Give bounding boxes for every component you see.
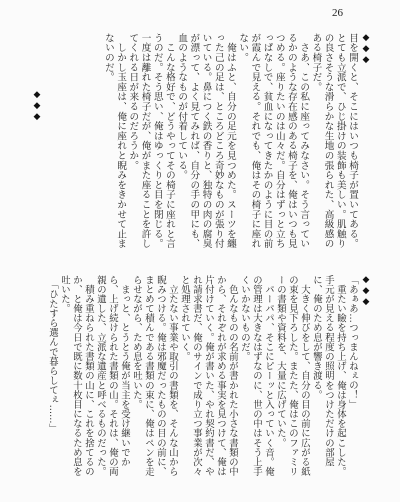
bottom-section-text: 「あぁあ…つっまんねぇの！」 重たい瞼を持ち上げ、俺は身体を起こした。手元が見える程度の照明をつけただけの部屋に、俺のため息が響き渡る。 大きく伸びをして、自分の目の前に広がる紙の束を見下ろした。またた、俺はこのファミリーの書類や資料を、大量に広げていた。 パーパパ、そこにピーッと入っていく音。俺の管理は大きなはずなのに、世の中はそう上手くいかないものだ。 色んなものの名前が書かれた小さな書類の中から、それぞれが求める事実を見つけて、俺は片付けていく。俺が書いた、やれ契約書だ、やれ請求書だ、俺のサインで成り立つ事業が次々と処理されていく。 立たない事業や取引の書類を、そんな山から睨みつける。俺は邪魔だったものの目の前に、まとめて積んである書類の束に、俺はペンを走らせながら、ため息を吐いた。 まっと、とうとう俺が当主を受け継いでから、上げ続けられた書類の山。それは、俺の両親の遺した、立派な遺産と呼べるものだった。 積み重ねられた書類の山に、これを捨てるのか、と俺は今日で既に数十枚目になるため息を吐いた。 「ひたすら選んで暮らしてぇ……」 bbox=[47, 275, 358, 477]
section-separator-top: ◆◆◆ bbox=[361, 33, 371, 66]
page-number: 26 bbox=[332, 7, 343, 19]
top-section-text: 目を開くと、そこにはいつも椅子が置いてある。とても立派で、ひじ掛けの装飾も美しい。肌触りの良さそうな滑らかな生地の張られた、高級感のある椅子だ。 さあ、この私に座ってみなさい。そう言っているかのような存在感のある椅子を、俺はいつも見つめる。座りたいのは山々だ。自分はずっと立ちっぱなしで、貧血になってきたかのように目の前が霞んで見える。それでも、俺はその椅子に座れない。 俺はふと、自分の足元を見つめた。スーツを纏った己の足は、ところどころ奇妙なものが張り付いている。鼻につく鉄の香りと、独特の肉の腐臭が漂って、よく見てみれば、自分の手の甲にも、血のようなものが付着している。 こんな格好で、どうやってその椅子に座れと言うのだ。そう思い、俺はゆっくりと目を閉じる。一度は離れた椅子だが、俺がまた座ることを許してくれる日が来るのだろうか。 しかし玉座は、俺に座れと睨みをきかせて止まないのだ。 bbox=[102, 33, 358, 249]
bottom-section bbox=[47, 275, 358, 484]
section-separator-bottom: ◆◆◆ bbox=[361, 275, 371, 308]
top-section bbox=[42, 33, 358, 250]
section-separator-mid: ◆◆◆ bbox=[32, 90, 42, 123]
